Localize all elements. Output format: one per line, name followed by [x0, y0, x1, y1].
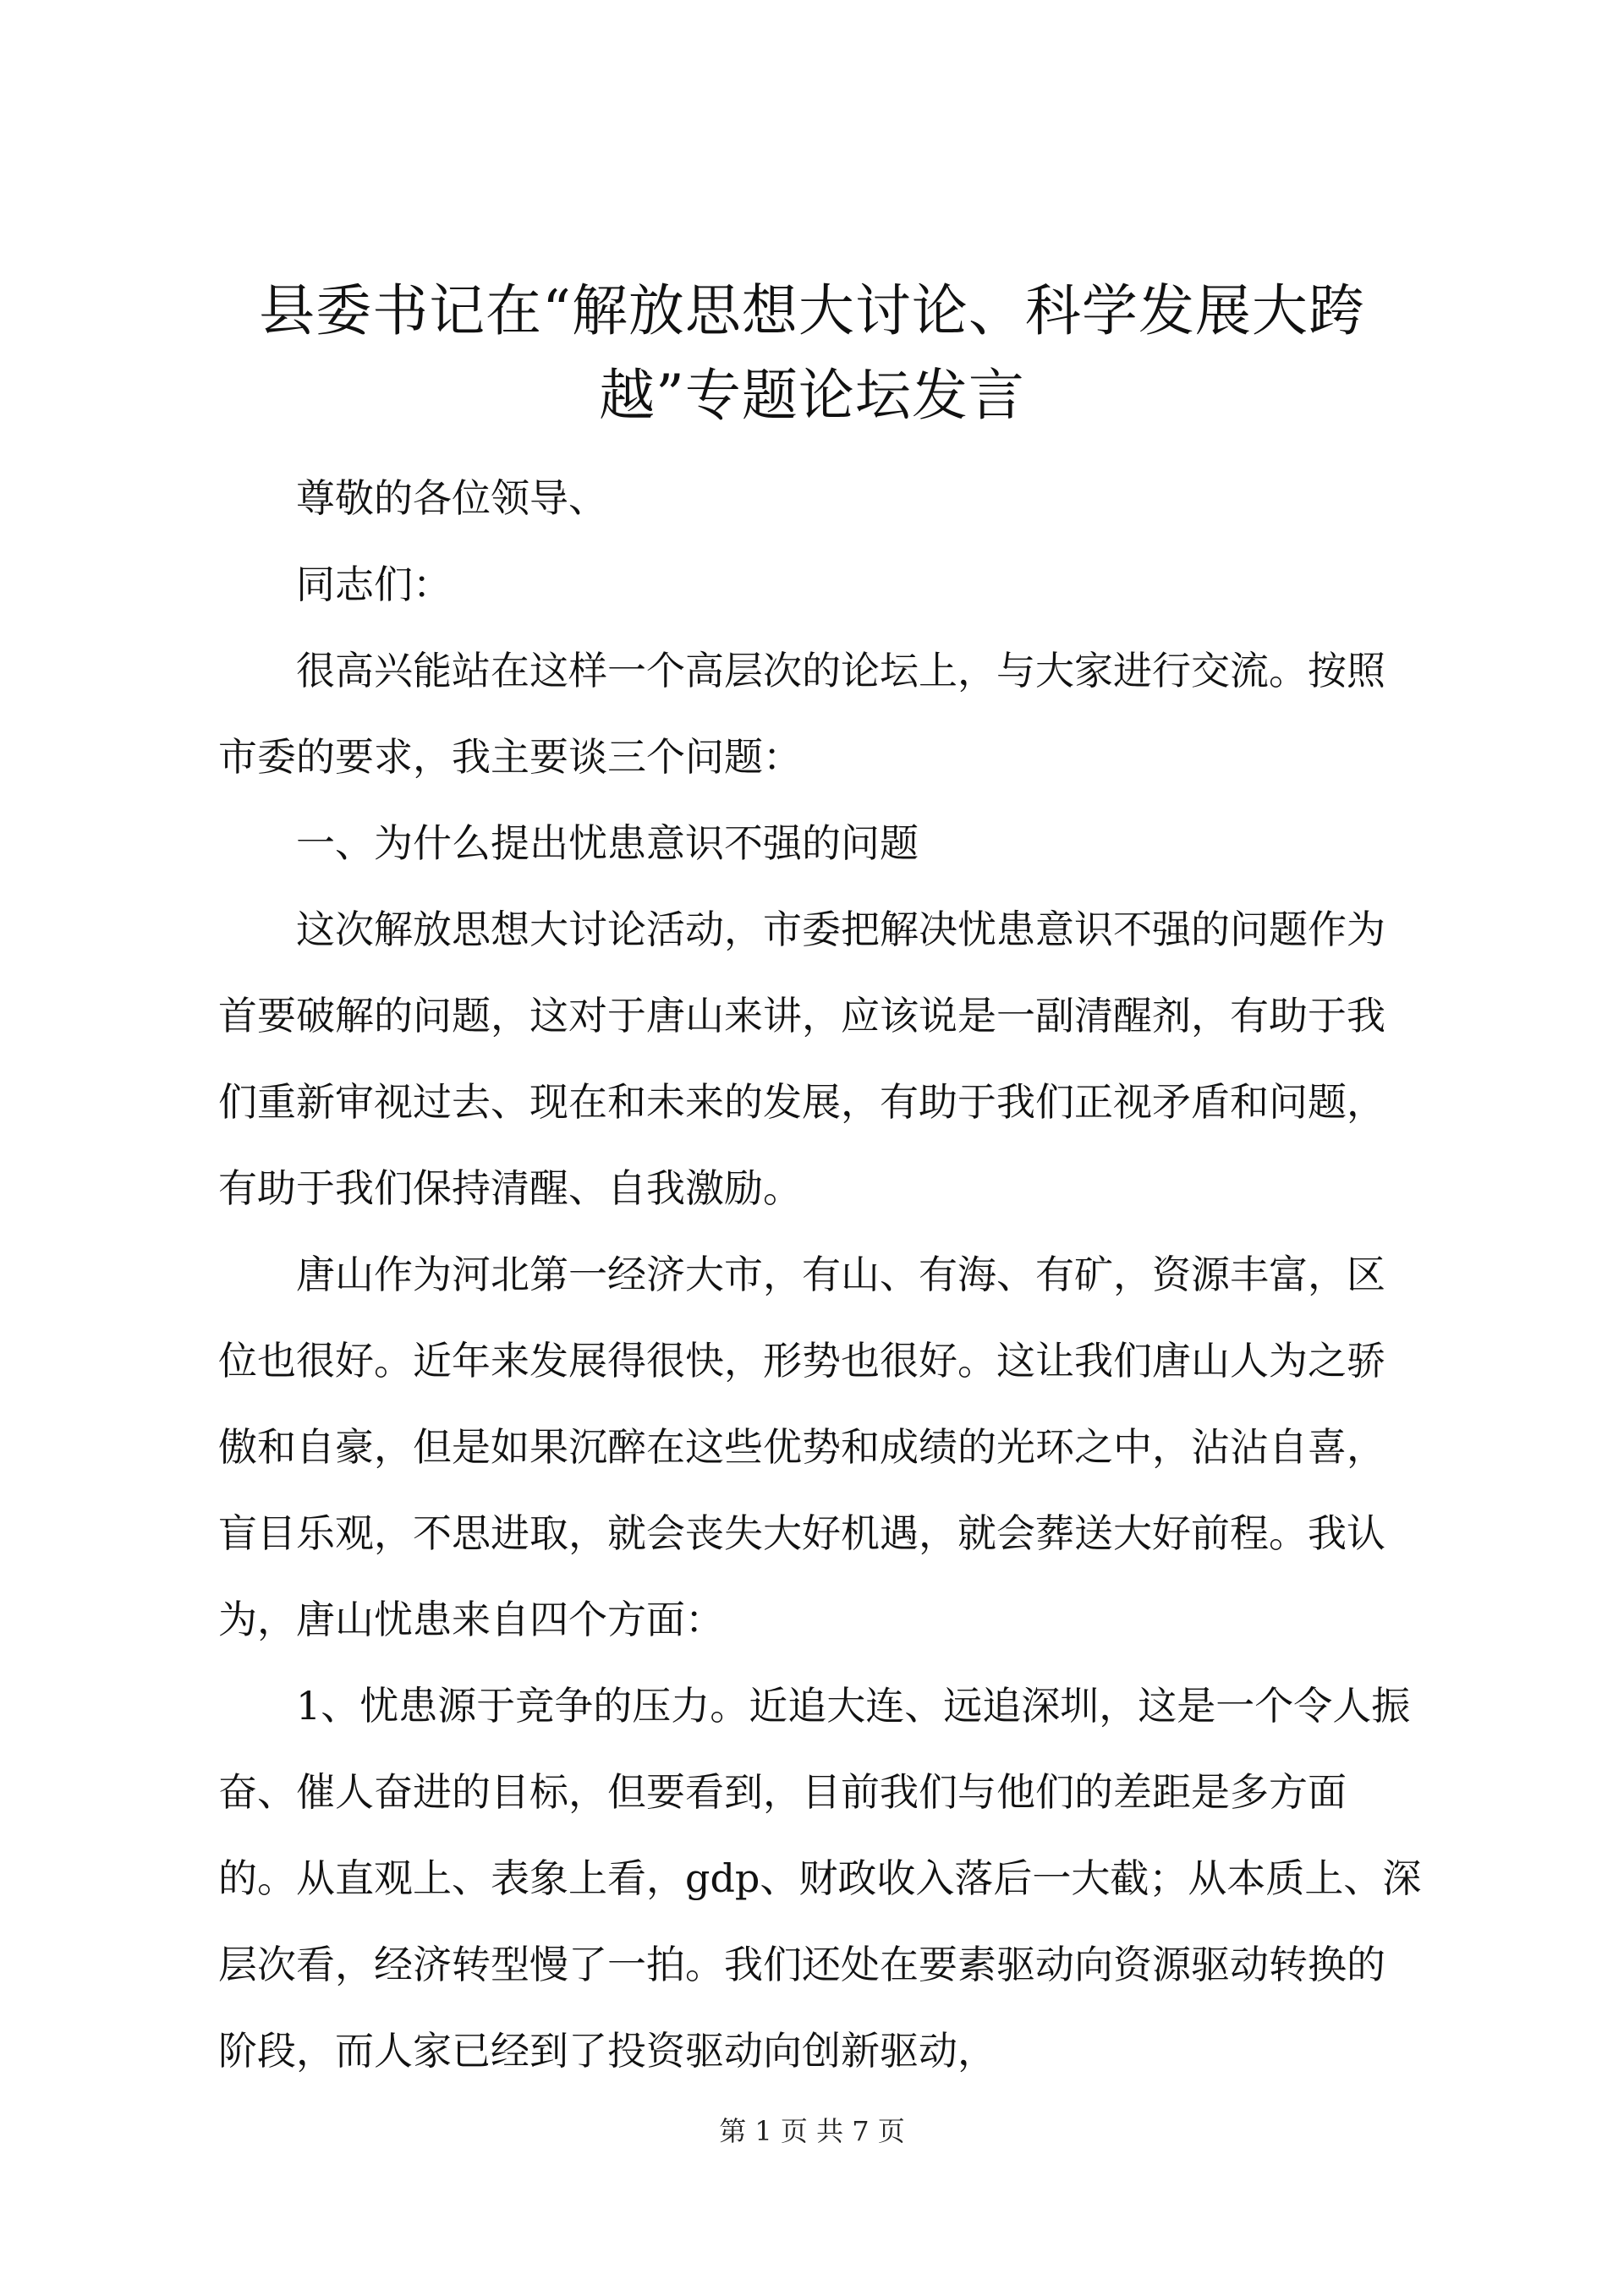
intro-paragraph: 很高兴能站在这样一个高层次的论坛上，与大家进行交流。按照市委的要求，我主要谈三个问题： [218, 648, 1385, 780]
title-line-2: 越”专题论坛发言 [599, 363, 1025, 428]
document-body [218, 455, 1423, 2094]
body-paragraph: 唐山作为河北第一经济大市，有山、有海、有矿，资源丰富，区位也很好。近年来发展得很快，形势也很好。这让我们唐山人为之骄傲和自豪，但是如果沉醉在这些优势和成绩的光环之中，沾沾自喜，盲目乐观，不思进取，就会丧失大好机遇，就会葬送大好前程。我认为，唐山忧患来自四个方面： [218, 1252, 1385, 1642]
body-paragraph: 这次解放思想大讨论活动，市委把解决忧患意识不强的问题作为首要破解的问题，这对于唐山来讲，应该说是一副清醒剂，有助于我们重新审视过去、现在和未来的发展，有助于我们正视矛盾和问题，有助于我们保持清醒、自我激励。 [218, 907, 1385, 1211]
section-heading: 一、为什么提出忧患意识不强的问题 [296, 820, 919, 866]
document-title [203, 269, 1421, 438]
salutation-line-1: 尊敬的各位领导、 [296, 475, 607, 521]
salutation-line-2: 同志们： [296, 562, 452, 607]
page-footer: 第 1 页 共 7 页 [719, 2115, 905, 2147]
title-line-1: 县委书记在“解放思想大讨论、科学发展大跨 [259, 278, 1365, 343]
body-paragraph: 1、忧患源于竞争的压力。近追大连、远追深圳，这是一个令人振奋、催人奋进的目标，但要看到，目前我们与他们的差距是多方面的。从直观上、表象上看，gdp、财政收入落后一大截；从本质上、深层次看，经济转型慢了一拍。我们还处在要素驱动向资源驱动转换的阶段，而人家已经到了投资驱动向创新驱动， [218, 1683, 1422, 2074]
